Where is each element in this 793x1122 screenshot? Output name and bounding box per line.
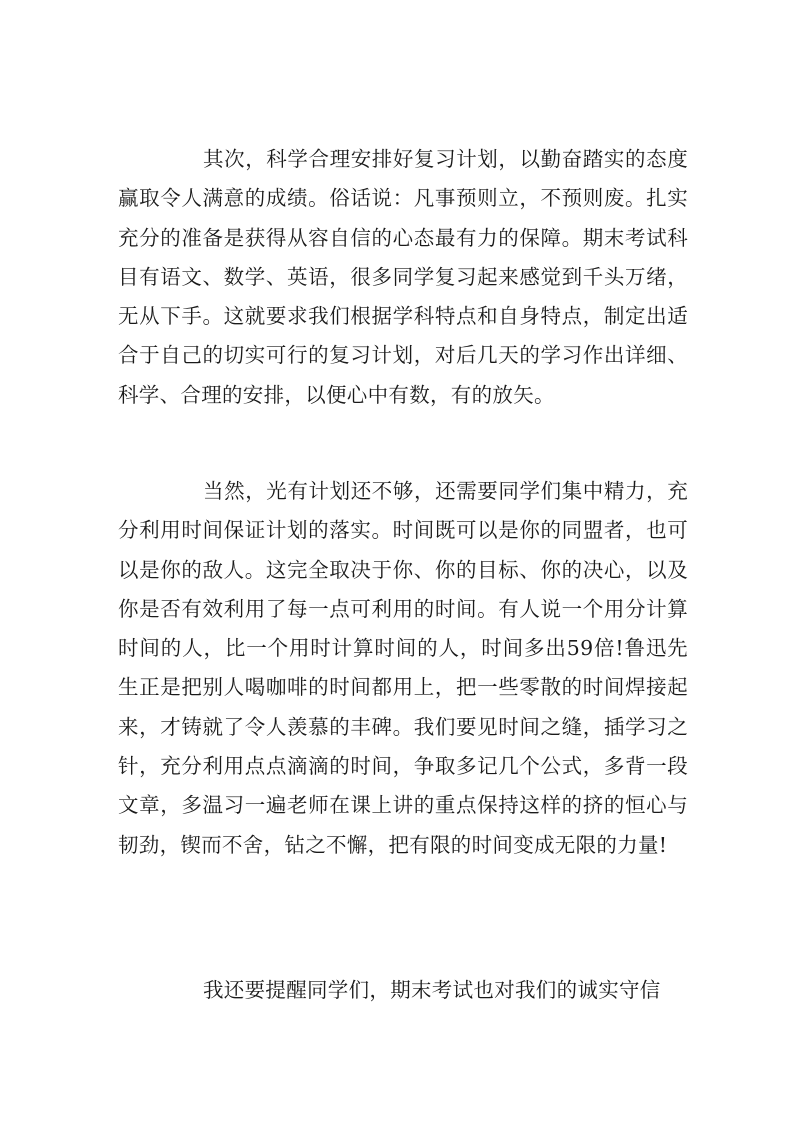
paragraph-time-management: 当然，光有计划还不够，还需要同学们集中精力，充分利用时间保证计划的落实。时间既可以是你的同盟者，也可以是你的敌人。这完全取决于你、你的目标、你的决心，以及你是否有效利用了每一点可利用的时间。有人说一个用分计算时间的人，比一个用时计算时间的人，时间多出59倍!鲁迅先生正是把别人喝咖啡的时间都用上，把一些零散的时间焊接起来，才铸就了令人羡慕的丰碑。我们要见时间之缝，插学习之针，充分利用点点滴滴的时间，争取多记几个公式，多背一段文章，多温习一遍老师在课上讲的重点保持这样的挤的恒心与韧劲，锲而不舍，钻之不懈，把有限的时间变成无限的力量! [118, 479, 688, 857]
paragraph-review-plan: 其次，科学合理安排好复习计划，以勤奋踏实的态度赢取令人满意的成绩。俗话说：凡事预则立，不预则废。扎实充分的准备是获得从容自信的心态最有力的保障。期末考试科目有语文、数学、英语，很多同学复习起来感觉到千头万绪，无从下手。这就要求我们根据学科特点和自身特点，制定出适合于自己的切实可行的复习计划，对后几天的学习作出详细、科学、合理的安排，以便心中有数，有的放矢。 [118, 147, 688, 407]
paragraph-honesty-reminder: 我还要提醒同学们，期末考试也对我们的诚实守信 [203, 978, 661, 1002]
